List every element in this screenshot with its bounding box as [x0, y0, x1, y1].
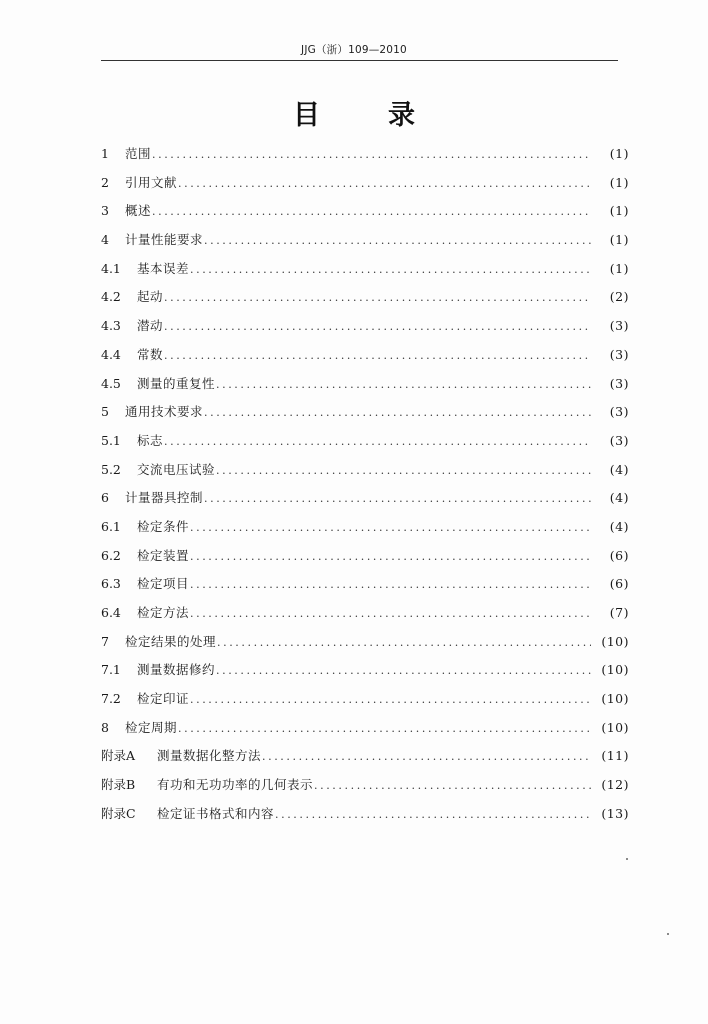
- toc-entry-page: (3): [609, 318, 629, 334]
- toc-entry-title: 检定装置: [137, 547, 190, 563]
- toc-entry-number: 5.1: [101, 432, 121, 448]
- toc-entry-number: 4.2: [101, 289, 121, 305]
- toc-entry-page: (1): [609, 260, 629, 276]
- toc-entry: [101, 742, 629, 771]
- toc-entry-page: (13): [601, 805, 629, 821]
- toc-dot-leader: [164, 428, 591, 457]
- toc-entry-number: 7.2: [101, 691, 121, 707]
- toc-dot-leader: [204, 227, 591, 256]
- toc-entry-page: (6): [609, 547, 629, 563]
- toc-dot-leader: [152, 198, 591, 227]
- toc-entry-page: (10): [601, 719, 629, 735]
- toc-entry-page: (4): [609, 518, 629, 534]
- toc-entry-number: 5.2: [101, 461, 121, 477]
- toc-entry-title: 标志: [137, 432, 164, 448]
- toc-entry-title: 检定周期: [125, 719, 178, 735]
- toc-entry-title: 计量性能要求: [125, 232, 204, 248]
- toc-entry: [101, 456, 629, 485]
- toc-entry-page: (4): [609, 461, 629, 477]
- toc-entry: [101, 341, 629, 370]
- toc-entry: [101, 484, 629, 513]
- toc-entry-title: 概述: [125, 203, 152, 219]
- toc-entry: [101, 513, 629, 542]
- toc-entry: [101, 714, 629, 743]
- toc-entry-title: 引用文献: [125, 174, 178, 190]
- toc-entry-title: 常数: [137, 346, 164, 362]
- header-divider: [101, 60, 618, 61]
- toc-entry-title: 检定项目: [137, 576, 190, 592]
- toc-dot-leader: [190, 543, 591, 572]
- toc-entry-page: (1): [609, 203, 629, 219]
- toc-entry-number: 7.1: [101, 662, 121, 678]
- toc-entry: [101, 542, 629, 571]
- toc-entry: [101, 599, 629, 628]
- toc-entry-number: 6.3: [101, 576, 121, 592]
- toc-entry-number: 4.3: [101, 318, 121, 334]
- toc-dot-leader: [216, 457, 591, 486]
- toc-entry-title: 起动: [137, 289, 164, 305]
- toc-entry: [101, 226, 629, 255]
- scan-speck: [667, 933, 669, 935]
- toc-dot-leader: [275, 801, 591, 830]
- toc-entry-number: 6.2: [101, 547, 121, 563]
- toc-entry-number: 5: [101, 404, 109, 420]
- toc-entry-title: 通用技术要求: [125, 404, 204, 420]
- standard-code-header: JJG（浙）109—2010: [301, 44, 407, 56]
- toc-entry-page: (7): [609, 605, 629, 620]
- toc-entry-page: (12): [601, 777, 629, 793]
- toc-entry: [101, 197, 629, 226]
- toc-dot-leader: [164, 342, 591, 371]
- toc-dot-leader: [164, 284, 591, 313]
- toc-entry: [101, 169, 629, 198]
- table-of-contents: [101, 140, 629, 829]
- toc-entry: [101, 255, 629, 284]
- toc-entry-number: 6.4: [101, 605, 121, 620]
- toc-entry-title: 检定结果的处理: [125, 633, 217, 649]
- toc-entry: [101, 140, 629, 169]
- toc-entry-number: 4: [101, 232, 109, 248]
- toc-dot-leader: [178, 715, 591, 744]
- toc-entry: [101, 283, 629, 312]
- toc-dot-leader: [178, 170, 591, 199]
- toc-dot-leader: [216, 657, 591, 686]
- toc-dot-leader: [164, 313, 591, 342]
- toc-dot-leader: [190, 571, 591, 600]
- toc-entry-number: 3: [101, 203, 109, 219]
- toc-entry: [101, 427, 629, 456]
- toc-entry-title: 交流电压试验: [137, 461, 216, 477]
- toc-entry-number: 7: [101, 633, 109, 649]
- toc-entry: [101, 370, 629, 399]
- toc-entry-page: (4): [609, 490, 629, 506]
- toc-entry-number: 附录C: [101, 805, 136, 821]
- toc-entry-number: 6.1: [101, 518, 121, 534]
- toc-entry-number: 4.5: [101, 375, 121, 391]
- toc-dot-leader: [314, 772, 591, 801]
- toc-entry-page: (2): [609, 289, 629, 305]
- toc-entry: [101, 312, 629, 341]
- toc-entry-title: 计量器具控制: [125, 490, 204, 506]
- toc-dot-leader: [190, 256, 591, 285]
- toc-entry-page: (3): [609, 404, 629, 420]
- toc-entry-page: (10): [601, 633, 629, 649]
- toc-entry-number: 附录B: [101, 777, 136, 793]
- toc-dot-leader: [204, 485, 591, 514]
- toc-entry-title: 测量数据修约: [137, 662, 216, 678]
- toc-dot-leader: [152, 141, 591, 170]
- page-title: 目录: [293, 100, 483, 131]
- toc-entry: [101, 570, 629, 599]
- toc-dot-leader: [190, 686, 591, 715]
- toc-entry-page: (3): [609, 346, 629, 362]
- toc-entry-number: 1: [101, 146, 109, 161]
- toc-dot-leader: [190, 600, 591, 629]
- toc-entry: [101, 685, 629, 714]
- toc-entry: [101, 656, 629, 685]
- toc-entry-page: (3): [609, 432, 629, 448]
- toc-dot-leader: [190, 514, 591, 543]
- toc-entry-title: 潜动: [137, 318, 164, 334]
- toc-entry-page: (1): [609, 232, 629, 248]
- toc-entry-number: 2: [101, 174, 109, 190]
- toc-entry: [101, 628, 629, 657]
- toc-entry: [101, 800, 629, 829]
- toc-entry-page: (10): [601, 691, 629, 707]
- toc-entry-page: (1): [609, 174, 629, 190]
- toc-entry-title: 测量的重复性: [137, 375, 216, 391]
- toc-entry-title: 检定印证: [137, 691, 190, 707]
- toc-entry-page: (6): [609, 576, 629, 592]
- toc-entry-title: 基本误差: [137, 260, 190, 276]
- toc-entry-title: 检定证书格式和内容: [157, 805, 275, 821]
- toc-entry-number: 附录A: [101, 748, 136, 764]
- toc-entry-title: 有功和无功功率的几何表示: [157, 777, 314, 793]
- toc-entry: [101, 771, 629, 800]
- toc-dot-leader: [216, 371, 591, 400]
- toc-entry-number: 4.4: [101, 346, 121, 362]
- toc-entry-title: 范围: [125, 146, 152, 161]
- toc-entry-number: 8: [101, 719, 109, 735]
- toc-entry-number: 6: [101, 490, 109, 506]
- toc-entry-title: 检定条件: [137, 518, 190, 534]
- toc-entry-title: 测量数据化整方法: [157, 748, 262, 764]
- toc-entry-page: (11): [601, 748, 629, 764]
- toc-entry: [101, 398, 629, 427]
- toc-entry-title: 检定方法: [137, 605, 190, 620]
- toc-dot-leader: [262, 743, 591, 772]
- scan-speck: [626, 858, 628, 860]
- toc-entry-page: (1): [609, 146, 629, 161]
- toc-entry-page: (3): [609, 375, 629, 391]
- toc-dot-leader: [217, 629, 591, 658]
- toc-entry-number: 4.1: [101, 260, 121, 276]
- toc-dot-leader: [204, 399, 591, 428]
- toc-entry-page: (10): [601, 662, 629, 678]
